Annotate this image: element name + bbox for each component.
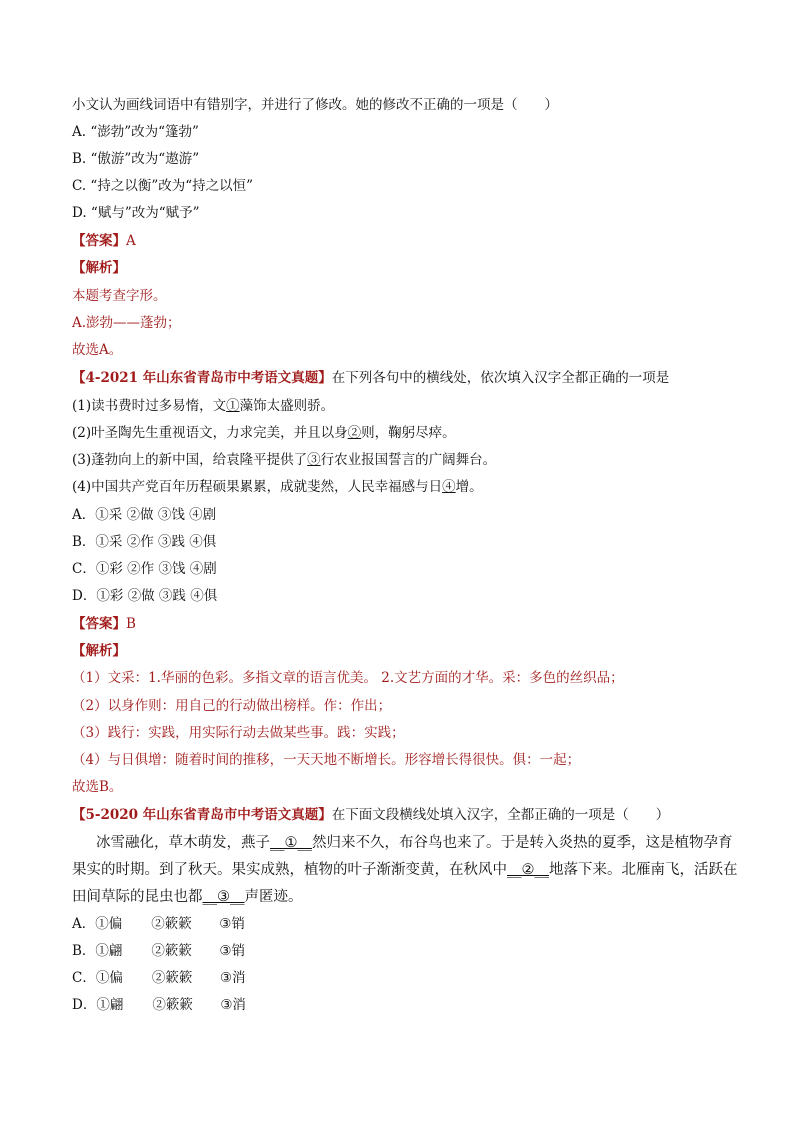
sentence-text: (1)读书费时过多易惰，文 xyxy=(72,398,227,414)
option-part: ③消 xyxy=(219,970,246,986)
option-part: ①偏 xyxy=(95,970,123,986)
sentence-text: 则，鞠躬尽瘁。 xyxy=(361,425,456,441)
question-source: 【5-2020 年山东省青岛市中考语文真题】 xyxy=(72,807,332,823)
option-part: ②簌簌 xyxy=(151,970,193,986)
option-b: B. “傲游”改为“遨游” xyxy=(72,151,200,167)
passage-line xyxy=(72,887,732,907)
option-part: ①偏 xyxy=(95,916,123,932)
passage-line xyxy=(72,860,738,880)
passage-line xyxy=(96,833,736,853)
analysis-line: （4）与日俱增：随着时间的推移，一天天地不断增长。形容增长得很快。俱：一起； xyxy=(72,752,581,768)
question-header xyxy=(72,805,732,825)
option-a xyxy=(72,914,732,934)
analysis-conclusion: 故选A。 xyxy=(72,342,123,358)
blank-marker: ① xyxy=(284,835,298,851)
sentence-item xyxy=(72,477,732,497)
blank-marker: ③ xyxy=(217,889,230,905)
sentence-text: (4)中国共产党百年历程硕果累累，成就斐然，人民幸福感与日 xyxy=(72,479,443,495)
option-part: ②簌簌 xyxy=(152,997,193,1013)
answer-label: 【答案】 xyxy=(72,616,126,632)
blank-marker: ② xyxy=(521,862,535,878)
analysis-label: 【解析】 xyxy=(72,643,126,659)
option-d: D．①彩 ②做 ③践 ④俱 xyxy=(72,588,218,604)
analysis-line: A.澎勃——蓬勃； xyxy=(72,315,181,331)
answer-value: B xyxy=(126,616,136,632)
sentence-text: (3)蓬勃向上的新中国，给袁隆平提供了 xyxy=(72,452,308,468)
option-letter: D． xyxy=(72,997,97,1013)
option-a: A．①采 ②做 ③饯 ④剧 xyxy=(72,507,217,523)
blank-1: __①__ xyxy=(270,835,312,851)
option-part: ③销 xyxy=(219,916,245,932)
passage-text: 声匿迹。 xyxy=(244,889,303,905)
question-source: 【4-2021 年山东省青岛市中考语文真题】 xyxy=(72,370,332,386)
option-part: ①翩 xyxy=(96,997,124,1013)
option-letter: B． xyxy=(72,943,96,959)
sentence-text: (2)叶圣陶先生重视语文，力求完美，并且以身 xyxy=(72,425,348,441)
option-letter: C． xyxy=(72,970,96,986)
analysis-line: （3）践行：实践，用实际行动去做某些事。践：实践； xyxy=(72,725,405,741)
passage-text: 然归来不久，布谷鸟也来了。于是转入炎热的夏季，这是植物孕育 xyxy=(312,835,733,851)
option-c: C. “持之以衡”改为“持之以恒” xyxy=(72,178,254,194)
analysis-line: （1）文采：1.华丽的色彩。多指文章的语言优美。 2.文艺方面的才华。采：多色的丝织品； xyxy=(72,670,624,686)
question-header xyxy=(72,368,732,388)
question-stem: 小文认为画线词语中有错别字，并进行了修改。她的修改不正确的一项是（ ） xyxy=(72,97,558,113)
passage-text: 冰雪融化，草木萌发，燕子 xyxy=(96,835,270,851)
option-c xyxy=(72,968,732,988)
passage-text: 果实的时期。到了秋天。果实成熟，植物的叶子渐渐变黄，在秋风中 xyxy=(72,862,507,878)
option-b xyxy=(72,941,732,961)
blank-2: __②__ xyxy=(507,862,549,878)
analysis-conclusion: 故选B。 xyxy=(72,779,123,795)
blank-marker: ③ xyxy=(307,452,321,468)
passage-text: 地落下来。北雁南飞，活跃在 xyxy=(549,862,738,878)
option-letter: A． xyxy=(72,916,96,932)
option-part: ①翩 xyxy=(95,943,123,959)
option-d: D. “赋与”改为“赋予” xyxy=(72,205,200,221)
option-b: B．①采 ②作 ③践 ④俱 xyxy=(72,534,217,550)
answer-line xyxy=(72,614,732,634)
sentence-item xyxy=(72,396,732,416)
option-c: C．①彩 ②作 ③饯 ④剧 xyxy=(72,561,217,577)
sentence-text: 行农业报国誓言的广阔舞台。 xyxy=(320,452,497,468)
answer-label: 【答案】 xyxy=(72,233,126,249)
blank-marker: ④ xyxy=(442,479,456,495)
sentence-item xyxy=(72,423,732,443)
answer-line xyxy=(72,231,732,251)
sentence-text: 增。 xyxy=(455,479,483,495)
option-part: ②簌簌 xyxy=(151,916,192,932)
option-part: ③销 xyxy=(219,943,246,959)
sentence-text: 藻饰太盛则骄。 xyxy=(239,398,335,414)
sentence-item xyxy=(72,450,732,470)
question-stem: 在下列各句中的横线处，依次填入汉字全都正确的一项是 xyxy=(331,370,670,386)
analysis-label: 【解析】 xyxy=(72,260,126,276)
question-stem: 在下面文段横线处填入汉字，全都正确的一项是（ ） xyxy=(331,807,670,823)
option-d xyxy=(72,995,732,1015)
blank-marker: ② xyxy=(347,425,362,441)
passage-text: 田间草际的昆虫也都 xyxy=(72,889,203,905)
blank-3: __③__ xyxy=(202,889,245,905)
blank-marker: ① xyxy=(226,398,240,414)
analysis-line: （2）以身作则：用自己的行动做出榜样。作：作出； xyxy=(72,698,392,714)
answer-value: A xyxy=(126,233,136,249)
analysis-line: 本题考查字形。 xyxy=(72,288,167,304)
option-part: ②簌簌 xyxy=(151,943,192,959)
option-part: ③消 xyxy=(220,997,246,1013)
option-a: A. “澎勃”改为“篷勃” xyxy=(72,124,199,140)
